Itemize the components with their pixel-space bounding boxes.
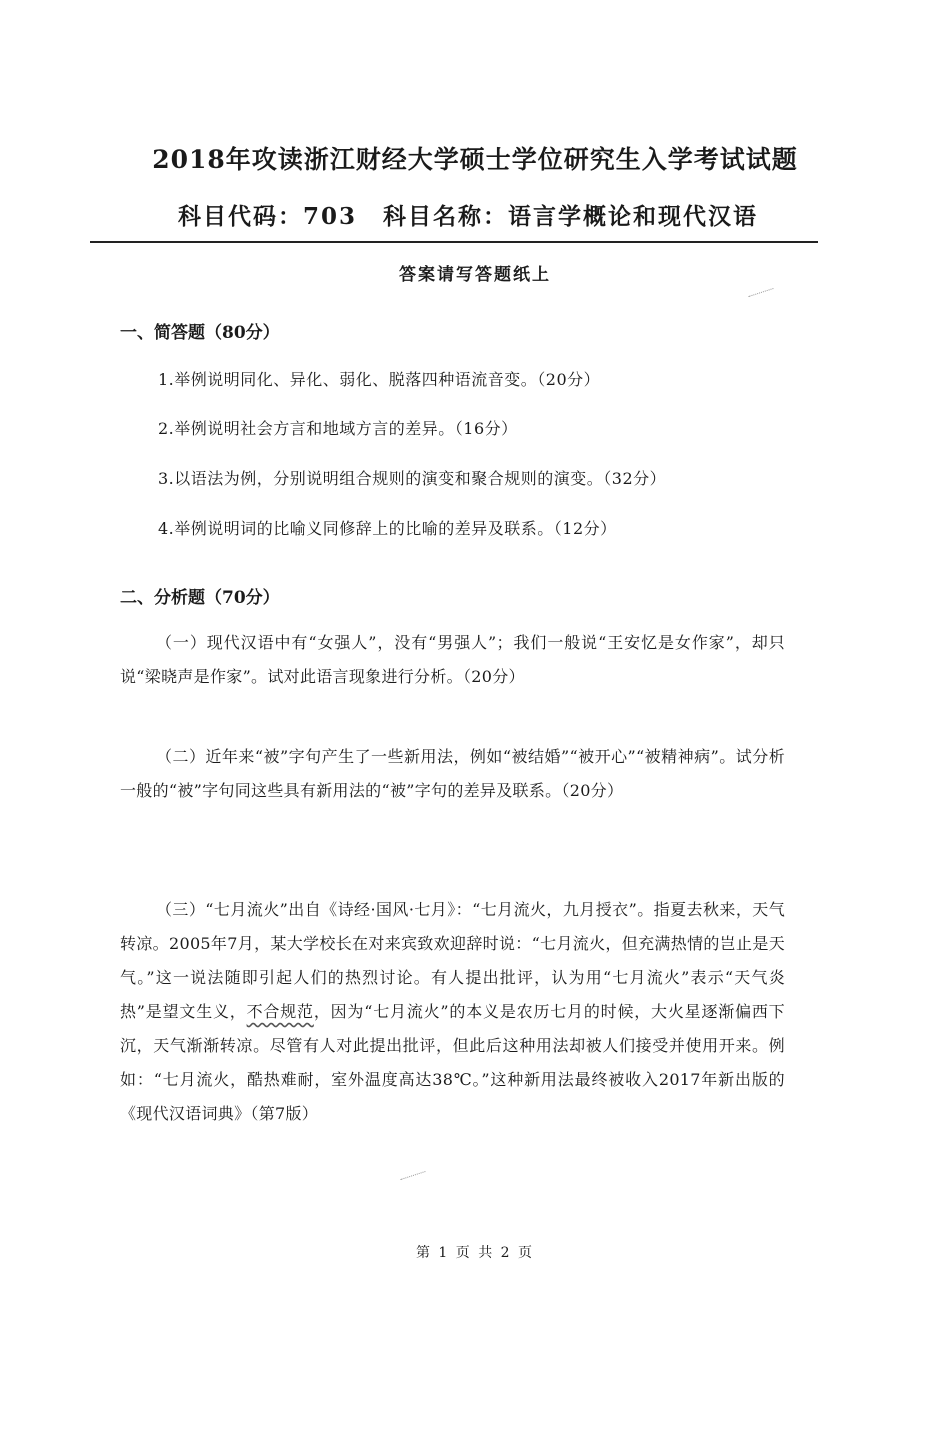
header-divider: [90, 241, 818, 243]
exam-title: 2018年攻读浙江财经大学硕士学位研究生入学考试试题: [152, 145, 798, 174]
analysis-question-1: （一）现代汉语中有“女强人”，没有“男强人”；我们一般说“王安忆是女作家”，却只说“梁晓声是作家”。试对此语言现象进行分析。（20分）: [120, 633, 785, 686]
analysis-question-3: [120, 893, 785, 1131]
analysis-question-3-part-2: ，因为“七月流火”的本义是农历七月的时候，大火星逐渐偏西下沉，天气渐渐转凉。尽管有人对此提出批评，但此后这种用法却被人们接受并使用开来。例如：“七月流火，酷热难耐，室外温度高达38℃。”这种新用法最终被收入2017年新出版的《现代汉语词典》（第7版）: [120, 1002, 785, 1123]
scan-mark: [400, 1171, 425, 1180]
page-number: 第 1 页 共 2 页: [415, 1245, 535, 1261]
analysis-question-2: （二）近年来“被”字句产生了一些新用法，例如“被结婚”“被开心”“被精神病”。试分析一般的“被”字句同这些具有新用法的“被”字句的差异及联系。（20分）: [120, 747, 785, 800]
section-1-title: 一、简答题（80分）: [120, 323, 280, 343]
question-3: 3.以语法为例，分别说明组合规则的演变和聚合规则的演变。（32分）: [158, 469, 667, 488]
answer-notice: 答案请写答题纸上: [399, 265, 551, 285]
subject-name: 科目名称：语言学概论和现代汉语: [383, 203, 758, 230]
analysis-question-3-part-1: （三）“七月流火”出自《诗经·国风·七月》：“七月流火，九月授衣”。指夏去秋来，天气转凉。2005年7月，某大学校长在对来宾致欢迎辞时说：“七月流火，但充满热情的岂止是天气。”这一说法随即引起人们的热烈讨论。有人提出批评，认为用“七月流火”表示“天气炎热”是望文生义，: [120, 900, 785, 1021]
subject-code: 科目代码：703: [178, 203, 358, 230]
question-2: 2.举例说明社会方言和地域方言的差异。（16分）: [158, 419, 518, 438]
scan-mark: [748, 288, 773, 297]
question-4: 4.举例说明词的比喻义同修辞上的比喻的差异及联系。（12分）: [158, 519, 617, 538]
underlined-phrase: 不合规范: [246, 1002, 314, 1021]
section-2-title: 二、分析题（70分）: [120, 588, 280, 608]
question-1: 1.举例说明同化、异化、弱化、脱落四种语流音变。（20分）: [158, 370, 601, 389]
